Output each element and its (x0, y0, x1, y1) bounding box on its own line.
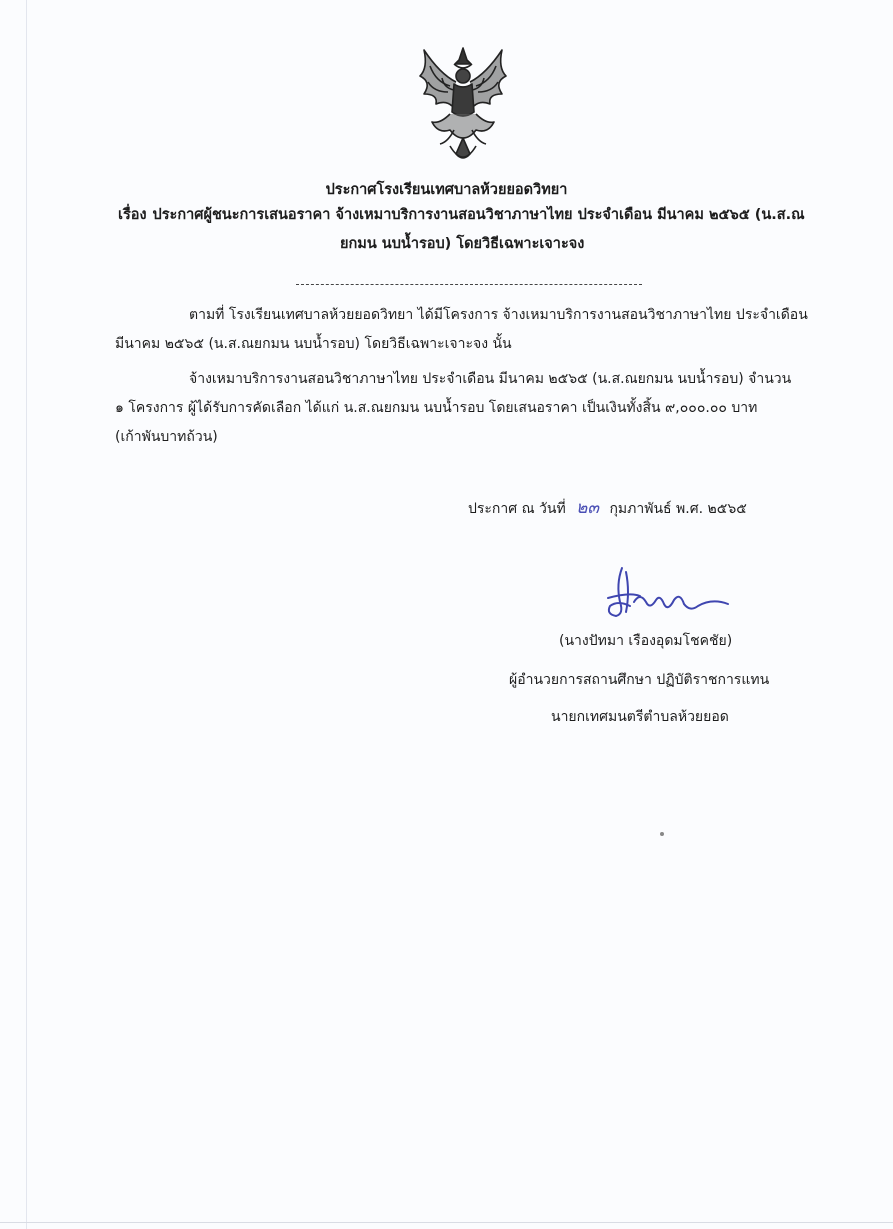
body-paragraph-2 (115, 365, 830, 452)
para1-line1: ตามที่ โรงเรียนเทศบาลห้วยยอดวิทยา ได้มีโครงการ จ้างเหมาบริการงานสอนวิชาภาษาไทย ประจำเดือน (189, 307, 808, 323)
subject-line-1: ประกาศผู้ชนะการเสนอราคา จ้างเหมาบริการงานสอนวิชาภาษาไทย ประจำเดือน มีนาคม ๒๕๖๕ (น.ส.ณ (152, 207, 805, 223)
para2-line1: จ้างเหมาบริการงานสอนวิชาภาษาไทย ประจำเดือน มีนาคม ๒๕๖๕ (น.ส.ณยกมน นบน้ำรอบ) จำนวน (189, 371, 792, 387)
scan-edge-bottom (0, 1222, 893, 1223)
date-prefix: ประกาศ ณ วันที่ (468, 501, 566, 517)
announcement-date (468, 494, 747, 521)
date-day-handwritten: ๒๓ (576, 498, 599, 518)
body-paragraph-1 (115, 301, 830, 359)
para2-line3: (เก้าพันบาทถ้วน) (115, 429, 218, 445)
para1-line2: มีนาคม ๒๕๖๕ (น.ส.ณยกมน นบน้ำรอบ) โดยวิธีเฉพาะเจาะจง นั้น (115, 336, 512, 352)
dashed-divider (296, 284, 642, 285)
handwritten-signature (600, 562, 732, 624)
subject-label: เรื่อง (118, 207, 147, 223)
subject-line-2: ยกมน นบน้ำรอบ) โดยวิธีเฉพาะเจาะจง (340, 236, 585, 252)
signatory-position: ผู้อำนวยการสถานศึกษา ปฏิบัติราชการแทน (509, 672, 770, 688)
date-suffix: กุมภาพันธ์ พ.ศ. ๒๕๖๕ (609, 501, 747, 517)
subject-block (118, 201, 838, 259)
garuda-emblem (410, 42, 516, 172)
signatory-name: (นางปัทมา เรืองอุดมโชคชัย) (559, 633, 733, 649)
scan-speck (660, 832, 664, 836)
para2-line2: ๑ โครงการ ผู้ได้รับการคัดเลือก ได้แก่ น.ส.ณยกมน นบน้ำรอบ โดยเสนอราคา เป็นเงินทั้งสิ้น ๙,๐๐๐.๐๐ บาท (115, 400, 758, 416)
signatory-position-2: นายกเทศมนตรีตำบลห้วยยอด (551, 709, 729, 725)
announcement-title: ประกาศโรงเรียนเทศบาลห้วยยอดวิทยา (325, 182, 568, 198)
